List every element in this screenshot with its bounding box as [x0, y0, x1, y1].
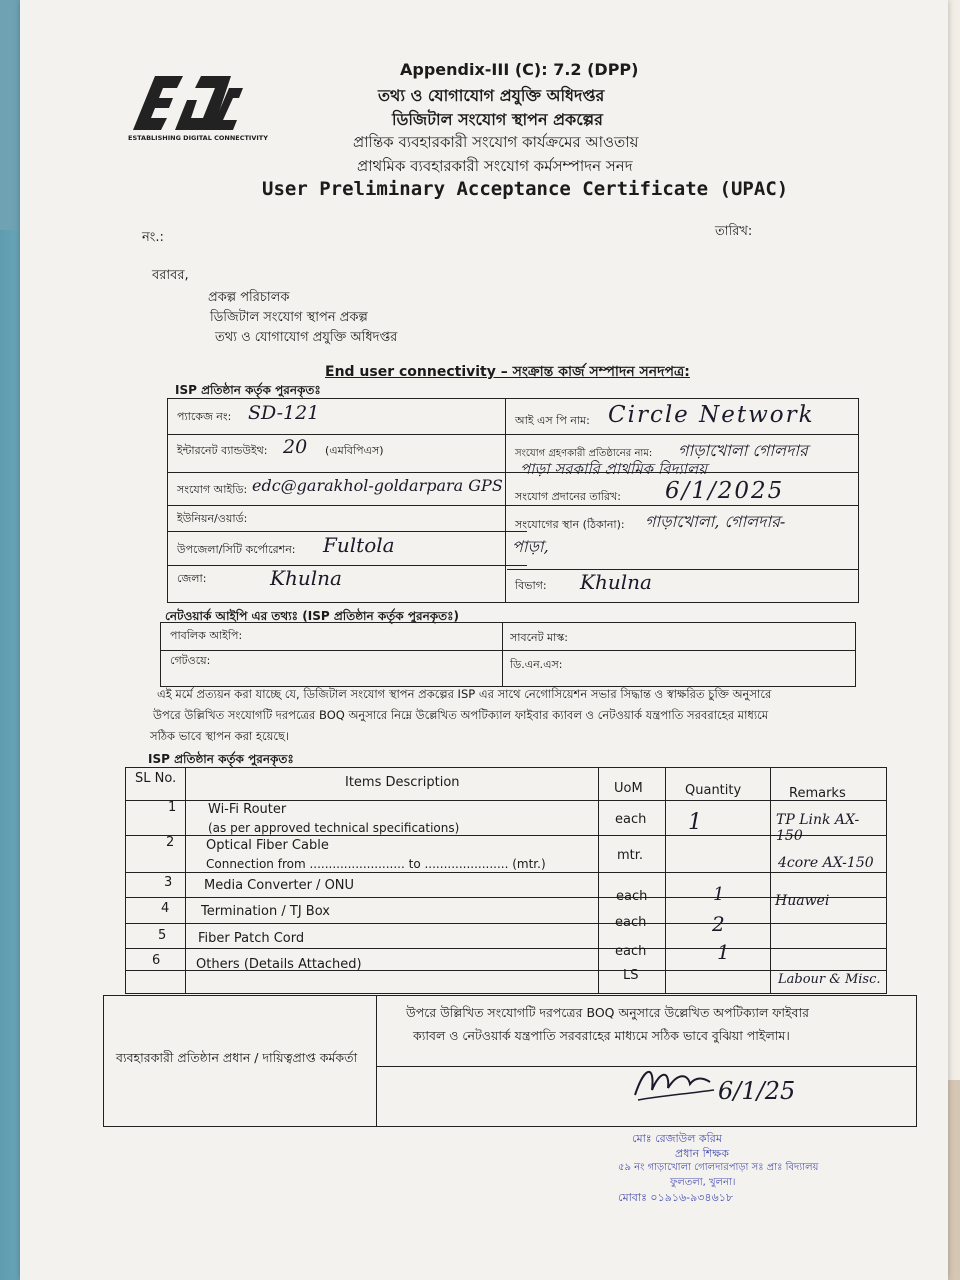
signature-left-label: ব্যবহারকারী প্রতিষ্ঠান প্রধান / দায়িত্বপ্রাপ্ত কর্মকর্তা — [116, 1050, 358, 1065]
stamp-mobile: মোবাঃ ০১৯১৬-৯৩৪৬১৮ — [618, 1191, 733, 1204]
upazila-label: উপজেলা/সিটি কর্পোরেশন: — [177, 543, 296, 556]
isp-name-value: Circle Network — [608, 402, 815, 428]
row-1-description-detail: (as per approved technical specifications) — [208, 821, 460, 835]
row-1-description: Wi-Fi Router — [208, 802, 287, 817]
signature-right-text-1: উপরে উল্লিখিত সংযোগটি দরপত্রের BOQ অনুসারে উল্লেখিত অপটিক্যাল ফাইবার — [406, 1005, 809, 1020]
address-to: বরাবর, — [152, 268, 189, 283]
header-quantity: Quantity — [685, 783, 742, 798]
union-label: ইউনিয়ন/ওয়ার্ড: — [177, 512, 248, 525]
header-uom: UoM — [614, 781, 643, 796]
declaration-line-1: এই মর্মে প্রত্যয়ন করা যাচ্ছে যে, ডিজিটাল সংযোগ স্থাপন প্রকল্পের ISP এর সাথে নেগোসিয়েশন সভার সিদ্ধান্ত ও স্বাক্ষরিত চুক্তি অনুসারে — [157, 687, 772, 701]
number-label: নং.: — [142, 230, 164, 245]
row-4-uom: each — [615, 915, 647, 930]
recipient-value-line-1: গাড়াখোলা গোলদার — [678, 441, 808, 460]
isp-fill-label: ISP প্রতিষ্ঠান কর্তৃক পুরনকৃতঃ — [175, 383, 321, 397]
network-title: নেটওয়ার্ক আইপি এর তথ্যঃ (ISP প্রতিষ্ঠান কর্তৃক পুরনকৃতঃ) — [165, 609, 460, 623]
address-line-1: প্রকল্প পরিচালক — [208, 290, 290, 305]
package-label: প্যাকেজ নং: — [177, 410, 232, 423]
appendix-label: Appendix-III (C): 7.2 (DPP) — [400, 60, 639, 79]
division-label: বিভাগ: — [515, 579, 547, 592]
row-2-description-detail: Connection from ......................... to ...................... (mtr.) — [206, 857, 546, 871]
subnet-mask-label: সাবনেট মাস্ক: — [510, 631, 568, 644]
public-ip-label: পাবলিক আইপি: — [170, 629, 243, 642]
header-description: Items Description — [345, 775, 460, 790]
gateway-label: গেটওয়ে: — [170, 654, 211, 667]
row-5-description: Fiber Patch Cord — [198, 931, 305, 946]
signature-right-text-2: ক্যাবল ও নেটওয়ার্ক যন্ত্রপাতি সরবরাহের মাধ্যমে সঠিক ভাবে বুঝিয়া পাইলাম। — [413, 1028, 790, 1043]
row-4-description: Termination / TJ Box — [201, 904, 330, 919]
connection-date-label: সংযোগ প্রদানের তারিখ: — [515, 490, 621, 503]
row-6-sl: 6 — [152, 953, 161, 968]
row-3-sl: 3 — [164, 875, 173, 890]
declaration-line-2: উপরে উল্লিখিত সংযোগটি দরপত্রের BOQ অনুসারে নিম্নে উল্লেখিত অপটিক্যাল ফাইবার ক্যাবল ও নেটওয়ার্ক যন্ত্রপাতি সরবরাহের মাধ্যমে — [153, 708, 769, 722]
bandwidth-value: 20 — [283, 436, 308, 458]
row-2-remarks: 4core AX-150 — [778, 855, 874, 871]
row-3-uom: each — [616, 889, 648, 904]
row-3-quantity: 1 — [713, 884, 725, 905]
recipient-value-line-2: পাড়া সরকারি প্রাথমিক বিদ্যালয় — [520, 460, 708, 478]
bandwidth-unit: (এমবিপিএস) — [325, 444, 384, 457]
document-title: User Preliminary Acceptance Certificate (UPAC) — [262, 178, 789, 200]
header-line-4: প্রাথমিক ব্যবহারকারী সংযোগ কর্মসম্পাদন সনদ — [357, 157, 633, 175]
edc-logo-icon — [125, 70, 245, 136]
row-3-remarks: Huawei — [775, 893, 830, 909]
district-value: Khulna — [270, 566, 342, 590]
recipient-label: সংযোগ গ্রহণকারী প্রতিষ্ঠানের নাম: — [515, 448, 653, 459]
dns-label: ডি.এন.এস: — [510, 658, 563, 671]
location-value-line-2: পাড়া, — [512, 537, 549, 556]
header-line-3: প্রান্তিক ব্যবহারকারী সংযোগ কার্যক্রমের আওতায় — [353, 133, 639, 151]
district-label: জেলা: — [177, 572, 207, 585]
header-line-2: ডিজিটাল সংযোগ স্থাপন প্রকল্পের — [392, 110, 603, 129]
address-line-3: তথ্য ও যোগাযোগ প্রযুক্তি অধিদপ্তর — [215, 330, 398, 345]
stamp-school: ৫৯ নং গাড়াখোলা গোলদারপাড়া সঃ প্রাঃ বিদ্যালয় — [618, 1162, 819, 1173]
network-table — [160, 622, 856, 687]
stamp-name: মোঃ রেজাউল করিম — [632, 1132, 722, 1145]
row-1-uom: each — [615, 812, 647, 827]
logo-subtitle: ESTABLISHING DIGITAL CONNECTIVITY — [128, 134, 268, 142]
header-sl-no: SL No. — [135, 771, 177, 786]
row-5-sl: 5 — [158, 928, 167, 943]
row-4-quantity: 2 — [712, 912, 725, 936]
date-label: তারিখ: — [715, 224, 753, 239]
bandwidth-label: ইন্টারনেট ব্যান্ডউইথ: — [177, 444, 268, 457]
connection-date-value: 6/1/2025 — [665, 478, 785, 504]
row-4-sl: 4 — [161, 901, 170, 916]
header-line-1: তথ্য ও যোগাযোগ প্রযুক্তি অধিদপ্তর — [378, 86, 605, 105]
row-2-uom: mtr. — [617, 848, 644, 863]
row-5-uom: each — [615, 944, 647, 959]
items-fill-label: ISP প্রতিষ্ঠান কর্তৃক পুরনকৃতঃ — [148, 752, 294, 766]
row-6-description: Others (Details Attached) — [196, 957, 362, 972]
location-value-line-1: গাড়াখোলা, গোলদার- — [645, 512, 786, 531]
section-title: End user connectivity – সংক্রান্ত কার্জ সম্পাদন সনদপত্র: — [325, 364, 690, 380]
address-line-2: ডিজিটাল সংযোগ স্থাপন প্রকল্প — [210, 310, 368, 325]
row-1-sl: 1 — [168, 800, 177, 815]
header-remarks: Remarks — [789, 786, 846, 801]
stamp-address: ফুলতলা, খুলনা। — [670, 1177, 736, 1188]
connection-id-value: edc@garakhol-goldarpara GPS — [252, 476, 503, 495]
row-6-uom: LS — [623, 968, 639, 983]
certificate-paper — [20, 0, 948, 1280]
row-2-description: Optical Fiber Cable — [206, 838, 329, 853]
signature-date: 6/1/25 — [718, 1077, 796, 1105]
row-1-remarks: TP Link AX-150 — [776, 812, 860, 844]
division-value: Khulna — [580, 570, 652, 594]
declaration-line-3: সঠিক ভাবে স্থাপন করা হয়েছে। — [150, 729, 290, 743]
stamp-title: প্রধান শিক্ষক — [675, 1147, 729, 1160]
location-label: সংযোগের স্থান (ঠিকানা): — [515, 518, 625, 531]
isp-name-label: আই এস পি নাম: — [515, 414, 590, 427]
row-1-quantity: 1 — [688, 810, 702, 835]
row-2-sl: 2 — [166, 835, 175, 850]
row-5-quantity: 1 — [717, 940, 730, 964]
row-6-remarks: Labour & Misc. — [778, 972, 881, 987]
package-value: SD-121 — [248, 402, 320, 424]
upazila-value: Fultola — [323, 533, 395, 557]
signature-scribble-icon — [630, 1060, 720, 1110]
connection-id-label: সংযোগ আইডি: — [177, 483, 248, 496]
row-3-description: Media Converter / ONU — [204, 878, 355, 893]
